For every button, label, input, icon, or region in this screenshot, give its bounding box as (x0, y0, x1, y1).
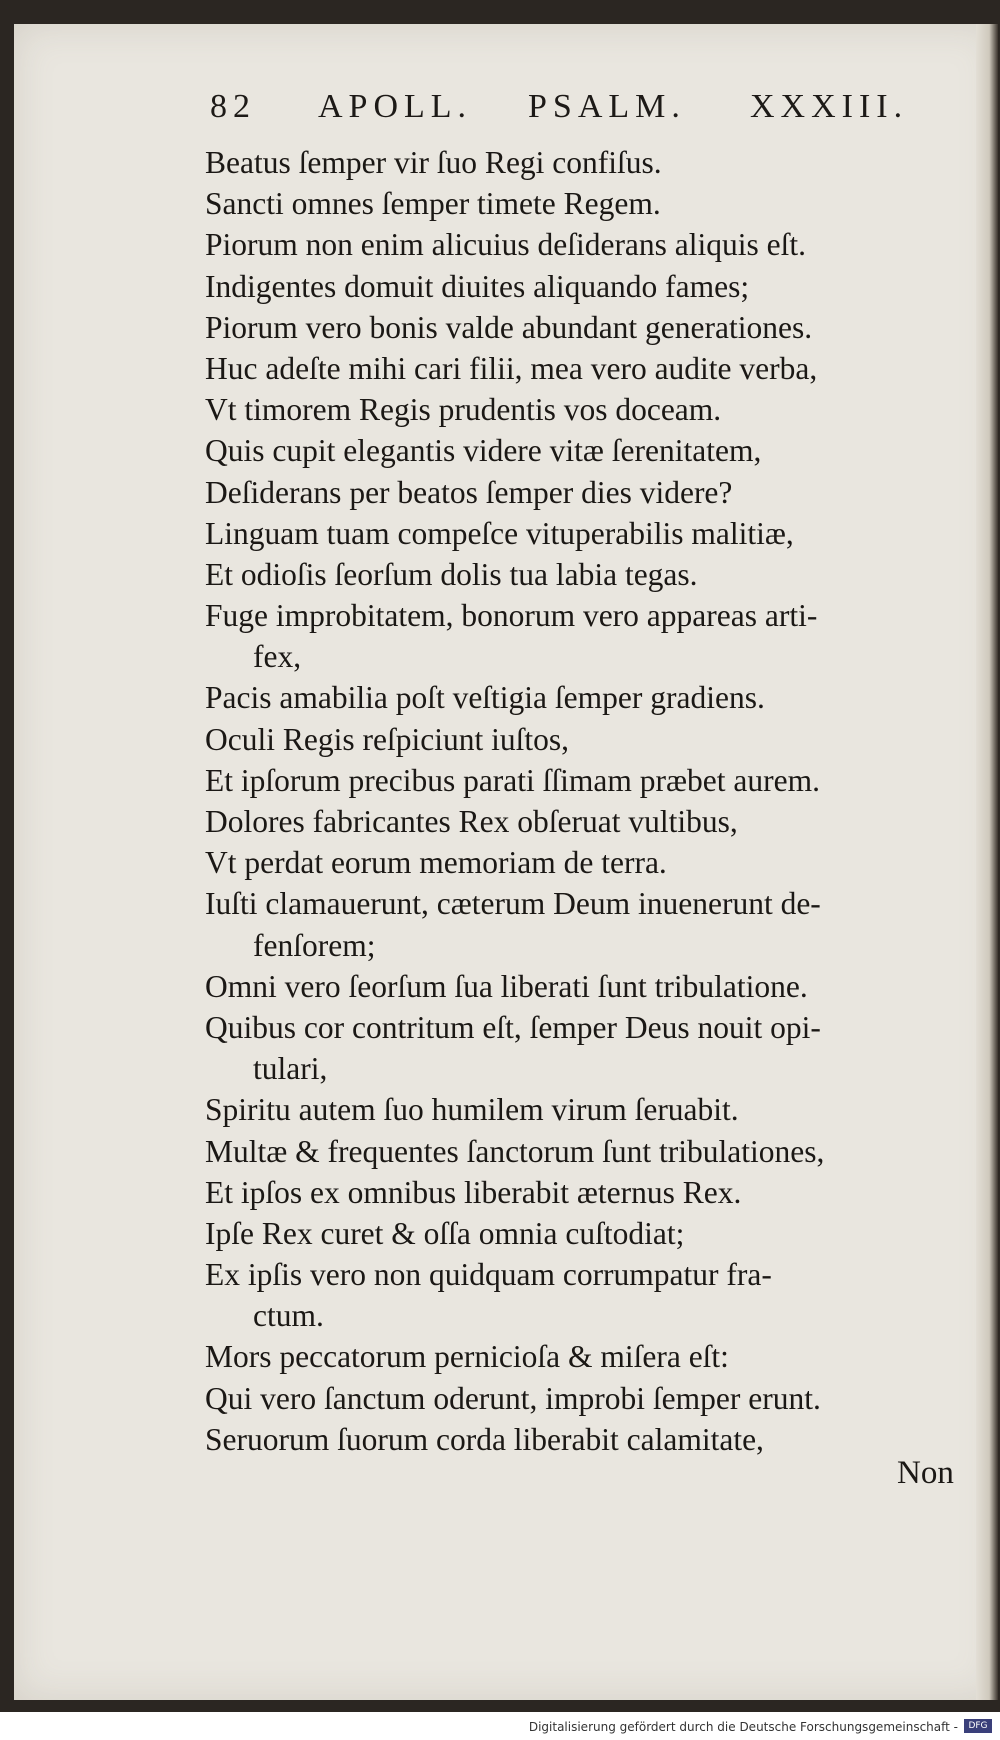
text-line: Pacis amabilia poſt veſtigia ſemper gradiens. (205, 680, 765, 716)
text-line: Et ipſorum precibus parati ſſimam præbet aurem. (205, 762, 820, 798)
text-line: Et ipſos ex omnibus liberabit æternus Rex. (205, 1174, 742, 1210)
verse-text (205, 142, 975, 1460)
text-line: Iuſti clamauerunt, cæterum Deum inuenerunt de- (205, 886, 821, 922)
page-edge (976, 24, 998, 1700)
text-line: Linguam tuam compeſce vituperabilis malitiæ, (205, 515, 794, 551)
text-line: Sancti omnes ſemper timete Regem. (205, 186, 661, 222)
catchword: Non (897, 1455, 954, 1491)
text-line: Piorum vero bonis valde abundant generationes. (205, 309, 813, 345)
text-line: Ipſe Rex curet & oſſa omnia cuſtodiat; (205, 1215, 685, 1251)
text-line-continuation: fenſorem; (253, 927, 376, 963)
text-line: Huc adeſte mihi cari filii, mea vero audite verba, (205, 350, 818, 386)
header-author: APOLL. (318, 88, 473, 125)
text-line-continuation: fex, (253, 639, 302, 675)
page-number: 82 (210, 88, 256, 125)
text-line: Piorum non enim alicuius deſiderans aliquis eſt. (205, 227, 807, 263)
text-line: Omni vero ſeorſum ſua liberati ſunt tribulatione. (205, 968, 808, 1004)
text-line: Fuge improbitatem, bonorum vero appareas arti- (205, 598, 818, 634)
text-line: Oculi Regis reſpiciunt iuſtos, (205, 721, 569, 757)
funding-notice: Digitalisierung gefördert durch die Deutsche Forschungsgemeinschaft - (528, 1720, 958, 1734)
header-book: PSALM. (528, 88, 686, 125)
text-line-continuation: tulari, (253, 1051, 328, 1087)
text-line: Qui vero ſanctum oderunt, improbi ſemper erunt. (205, 1380, 821, 1416)
text-line: Et odioſis ſeorſum dolis tua labia tegas. (205, 556, 698, 592)
text-line: Ex ipſis vero non quidquam corrumpatur fra- (205, 1257, 772, 1293)
text-line: Quis cupit elegantis videre vitæ ſerenitatem, (205, 433, 762, 469)
digitization-footer (0, 1712, 1000, 1740)
text-line: Mors peccatorum pernicioſa & miſera eſt: (205, 1339, 729, 1375)
text-line: Quibus cor contritum eſt, ſemper Deus nouit opi- (205, 1009, 821, 1045)
text-line: Vt perdat eorum memoriam de terra. (205, 845, 667, 881)
text-line: Beatus ſemper vir ſuo Regi confiſus. (205, 145, 662, 180)
text-line: Multæ & frequentes ſanctorum ſunt tribulationes, (205, 1133, 825, 1169)
text-line: Dolores fabricantes Rex obſeruat vultibus, (205, 804, 738, 839)
dfg-logo: DFG (964, 1719, 992, 1733)
header-psalm-number: XXXIII. (750, 88, 909, 125)
text-line: Vt timorem Regis prudentis vos doceam. (205, 392, 722, 428)
text-line: Spiritu autem ſuo humilem virum ſeruabit. (205, 1092, 739, 1128)
text-line: Indigentes domuit diuites aliquando fames; (205, 268, 750, 304)
text-line: Seruorum ſuorum corda liberabit calamitate, (205, 1421, 764, 1457)
running-header (210, 88, 930, 128)
text-line: Deſiderans per beatos ſemper dies videre? (205, 474, 733, 510)
text-line-continuation: ctum. (253, 1298, 324, 1334)
